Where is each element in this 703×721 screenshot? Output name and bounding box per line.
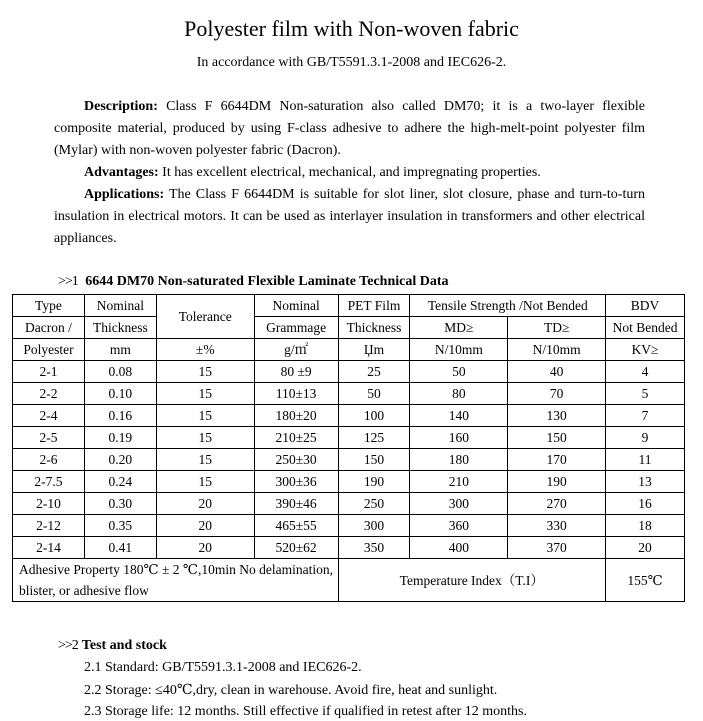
header-nominal-2: Nominal <box>254 295 338 317</box>
table-cell: 15 <box>156 405 254 427</box>
temperature-index-value: 155℃ <box>606 559 685 602</box>
table-cell: 180 <box>410 449 508 471</box>
table-cell: 11 <box>606 449 685 471</box>
standard-subtitle: In accordance with GB/T5591.3.1-2008 and IEC626-2. <box>196 55 507 70</box>
section-2-marker: >>2 <box>58 638 78 653</box>
header-pet-film: PET Film <box>338 295 410 317</box>
table-cell: 2-5 <box>13 427 85 449</box>
table-cell: 150 <box>508 427 606 449</box>
page-title: Polyester film with Non-woven fabric <box>184 16 519 41</box>
unit-mm: mm <box>84 339 156 361</box>
table-cell: 330 <box>508 515 606 537</box>
header-td: TD≥ <box>508 317 606 339</box>
applications-text: The Class F 6644DM is suitable for slot liner, slot closure, phase and turn-to-turn insulation in electrical motors. It can be used as interlayer insulation in transformers and other electrical appliances. <box>54 187 645 246</box>
table-cell: 350 <box>338 537 410 559</box>
header-pet-thickness: Thickness <box>338 317 410 339</box>
table-cell: 0.30 <box>84 493 156 515</box>
table-cell: 20 <box>156 537 254 559</box>
section-1-title: 6644 DM70 Non-saturated Flexible Laminate Technical Data <box>85 274 449 289</box>
table-cell: 0.41 <box>84 537 156 559</box>
table-cell: 300 <box>338 515 410 537</box>
advantages-paragraph <box>54 162 645 184</box>
table-cell: 2-4 <box>13 405 85 427</box>
table-cell: 15 <box>156 449 254 471</box>
table-cell: 300±36 <box>254 471 338 493</box>
stock-item-standard: 2.1 Standard: GB/T5591.3.1-2008 and IEC626-2. <box>84 660 362 675</box>
table-cell: 7 <box>606 405 685 427</box>
table-cell: 70 <box>508 383 606 405</box>
table-cell: 80 ±9 <box>254 361 338 383</box>
stock-item-storage: 2.2 Storage: ≤40℃,dry, clean in warehouse. Avoid fire, heat and sunlight. <box>84 683 498 698</box>
unit-micron: Џm <box>338 339 410 361</box>
table-cell: 80 <box>410 383 508 405</box>
table-cell: 0.20 <box>84 449 156 471</box>
temperature-index-label: Temperature Index（T.I） <box>338 559 606 602</box>
unit-grammage: g/㎡ <box>254 339 338 361</box>
table-cell: 390±46 <box>254 493 338 515</box>
unit-polyester: Polyester <box>13 339 85 361</box>
table-cell: 15 <box>156 383 254 405</box>
table-cell: 50 <box>410 361 508 383</box>
table-row <box>13 471 685 493</box>
adhesive-row <box>13 559 685 602</box>
table-cell: 100 <box>338 405 410 427</box>
table-row <box>13 515 685 537</box>
table-cell: 150 <box>338 449 410 471</box>
table-cell: 0.19 <box>84 427 156 449</box>
table-cell: 140 <box>410 405 508 427</box>
table-cell: 300 <box>410 493 508 515</box>
table-cell: 0.35 <box>84 515 156 537</box>
table-cell: 160 <box>410 427 508 449</box>
table-cell: 0.24 <box>84 471 156 493</box>
table-row <box>13 537 685 559</box>
header-row-1 <box>13 295 685 317</box>
table-cell: 2-2 <box>13 383 85 405</box>
table-cell: 2-14 <box>13 537 85 559</box>
table-cell: 13 <box>606 471 685 493</box>
table-row <box>13 493 685 515</box>
header-grammage: Grammage <box>254 317 338 339</box>
table-cell: 170 <box>508 449 606 471</box>
table-cell: 40 <box>508 361 606 383</box>
unit-kv: KV≥ <box>606 339 685 361</box>
table-cell: 125 <box>338 427 410 449</box>
table-cell: 465±55 <box>254 515 338 537</box>
table-cell: 50 <box>338 383 410 405</box>
table-cell: 190 <box>338 471 410 493</box>
header-md: MD≥ <box>410 317 508 339</box>
unit-md-n10mm: N/10mm <box>410 339 508 361</box>
table-cell: 15 <box>156 361 254 383</box>
table-cell: 400 <box>410 537 508 559</box>
table-cell: 4 <box>606 361 685 383</box>
table-cell: 130 <box>508 405 606 427</box>
table-cell: 210±25 <box>254 427 338 449</box>
applications-paragraph <box>54 184 645 250</box>
header-thickness: Thickness <box>84 317 156 339</box>
section-1-heading <box>58 274 449 290</box>
unit-td-n10mm: N/10mm <box>508 339 606 361</box>
table-row <box>13 361 685 383</box>
table-cell: 2-12 <box>13 515 85 537</box>
table-cell: 20 <box>606 537 685 559</box>
technical-data-table <box>12 294 685 602</box>
header-tolerance: Tolerance <box>156 295 254 339</box>
table-cell: 0.10 <box>84 383 156 405</box>
applications-label: Applications: <box>84 187 165 202</box>
table-cell: 180±20 <box>254 405 338 427</box>
table-cell: 15 <box>156 471 254 493</box>
table-cell: 210 <box>410 471 508 493</box>
advantages-text: It has excellent electrical, mechanical, and impregnating properties. <box>158 165 541 180</box>
header-not-bended: Not Bended <box>606 317 685 339</box>
table-cell: 370 <box>508 537 606 559</box>
table-cell: 250±30 <box>254 449 338 471</box>
table-cell: 2-1 <box>13 361 85 383</box>
table-cell: 15 <box>156 427 254 449</box>
unit-percent: ±% <box>156 339 254 361</box>
header-row-2 <box>13 317 685 339</box>
stock-item-storage-life: 2.3 Storage life: 12 months. Still effective if qualified in retest after 12 months. <box>84 704 527 719</box>
description-label: Description: <box>84 99 158 114</box>
adhesive-property-cell: Adhesive Property 180℃ ± 2 ℃,10min No delamination, blister, or adhesive flow <box>13 559 339 602</box>
header-nominal-1: Nominal <box>84 295 156 317</box>
table-cell: 520±62 <box>254 537 338 559</box>
table-cell: 2-7.5 <box>13 471 85 493</box>
table-cell: 360 <box>410 515 508 537</box>
header-units-row <box>13 339 685 361</box>
header-bdv: BDV <box>606 295 685 317</box>
table-cell: 25 <box>338 361 410 383</box>
description-paragraph <box>54 96 645 162</box>
table-row <box>13 427 685 449</box>
section-2-title: Test and stock <box>81 638 167 653</box>
header-tensile-strength: Tensile Strength /Not Bended <box>410 295 606 317</box>
table-cell: 190 <box>508 471 606 493</box>
table-row <box>13 383 685 405</box>
table-cell: 5 <box>606 383 685 405</box>
table-cell: 270 <box>508 493 606 515</box>
table-cell: 20 <box>156 493 254 515</box>
section-1-marker: >>1 <box>58 274 78 289</box>
table-cell: 20 <box>156 515 254 537</box>
table-cell: 250 <box>338 493 410 515</box>
table-cell: 110±13 <box>254 383 338 405</box>
section-2-heading <box>58 638 167 654</box>
table-cell: 9 <box>606 427 685 449</box>
table-cell: 2-6 <box>13 449 85 471</box>
header-dacron: Dacron / <box>13 317 85 339</box>
table-cell: 16 <box>606 493 685 515</box>
table-cell: 18 <box>606 515 685 537</box>
table-cell: 0.08 <box>84 361 156 383</box>
advantages-label: Advantages: <box>84 165 159 180</box>
table-cell: 0.16 <box>84 405 156 427</box>
description-text: Class F 6644DM Non-saturation also called DM70; it is a two-layer flexible composite material, produced by using F-class adhesive to adhere the high-melt-point polyester film (Mylar) with non-woven polyester fabric (Dacron). <box>54 99 645 158</box>
table-row <box>13 449 685 471</box>
table-cell: 2-10 <box>13 493 85 515</box>
table-row <box>13 405 685 427</box>
header-type: Type <box>13 295 85 317</box>
